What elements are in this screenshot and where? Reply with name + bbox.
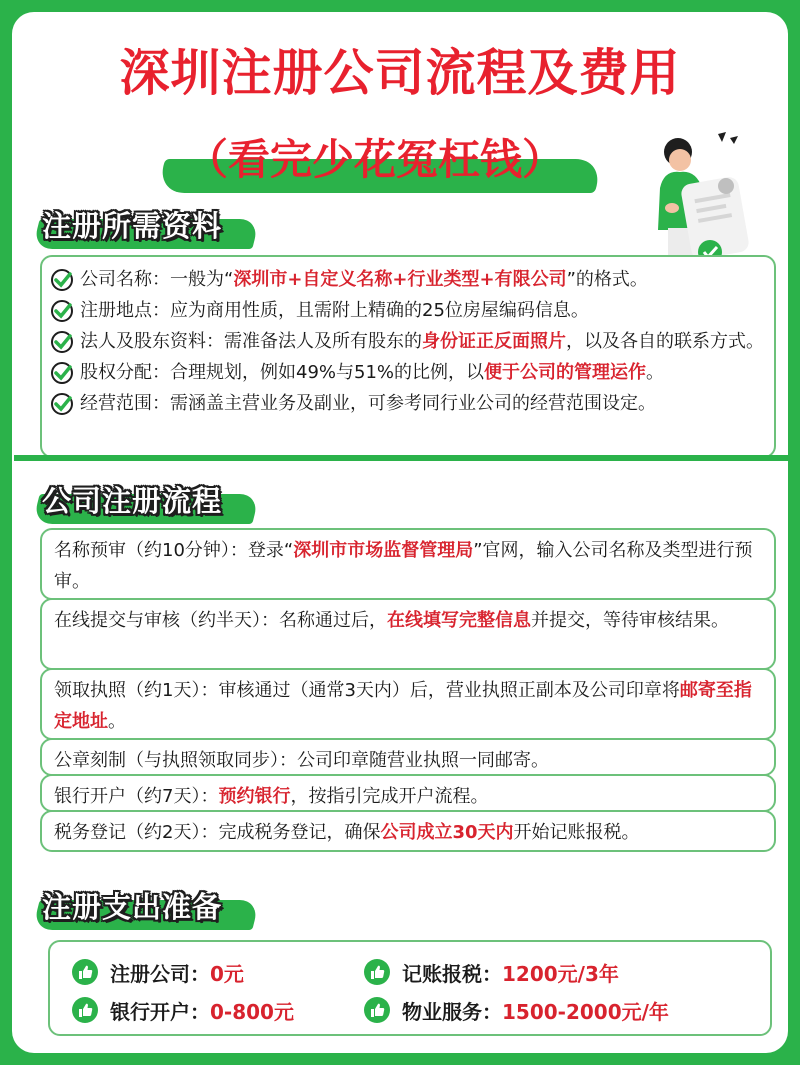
list-item <box>50 388 764 419</box>
item-text: 需准备法人及所有股东的 <box>224 331 422 352</box>
step-text: 。 <box>108 711 126 732</box>
process-step <box>40 598 776 670</box>
item-highlight: 便于公司的管理运作 <box>484 362 647 383</box>
cost-value: 0元 <box>210 961 244 986</box>
step-highlight: 邮寄至指定地址 <box>54 680 752 732</box>
cost-label: 记账报税： <box>402 961 502 986</box>
check-circle-icon <box>50 295 80 326</box>
step-text: ”官网，输入公司名称及类型进行预审。 <box>54 540 753 592</box>
item-label: 公司名称： <box>80 269 170 290</box>
step-label: 名称预审（约10分钟）： <box>54 540 248 561</box>
check-circle-icon <box>50 264 80 295</box>
list-item <box>50 264 764 295</box>
cost-value: 1200元/3年 <box>502 961 619 986</box>
step-label: 在线提交与审核（约半天）： <box>54 610 279 631</box>
step-text: 公司印章随营业执照一同邮寄。 <box>297 750 549 771</box>
requirements-list <box>40 255 776 458</box>
item-label: 经营范围： <box>80 393 170 414</box>
person-with-document-illustration <box>642 130 772 270</box>
check-circle-icon <box>50 326 80 357</box>
cost-value: 0-800元 <box>210 999 294 1024</box>
thumbs-up-icon <box>364 959 390 985</box>
step-text: 名称通过后， <box>279 610 387 631</box>
process-step <box>40 810 776 852</box>
item-label: 注册地点： <box>80 300 170 321</box>
section-heading-requirements <box>40 203 280 251</box>
step-highlight: 预约银行 <box>218 786 291 807</box>
step-text: ，按指引完成开户流程。 <box>290 786 489 807</box>
cost-item <box>364 994 669 1026</box>
process-step <box>40 528 776 600</box>
cost-value: 1500-2000元/年 <box>502 999 669 1024</box>
section-label: 公司注册流程 <box>42 484 223 518</box>
item-text: 合理规划，例如49%与51%的比例，以 <box>170 362 485 383</box>
check-circle-icon <box>50 388 80 419</box>
step-highlight: 深圳市市场监督管理局 <box>293 540 474 561</box>
step-text: 审核通过（通常3天内）后，营业执照正副本及公司印章将 <box>218 680 680 701</box>
list-item <box>50 357 764 388</box>
cost-label: 注册公司： <box>110 961 210 986</box>
check-circle-icon <box>50 357 80 388</box>
step-label: 公章刻制（与执照领取同步）： <box>54 750 297 771</box>
step-label: 银行开户（约7天）： <box>54 786 219 807</box>
process-step <box>40 774 776 812</box>
thumbs-up-icon <box>364 997 390 1023</box>
item-text: 需涵盖主营业务及副业，可参考同行业公司的经营范围设定。 <box>170 393 656 414</box>
section-divider <box>14 455 800 461</box>
poster-card <box>12 12 788 1053</box>
list-item <box>50 295 764 326</box>
cost-label: 银行开户： <box>110 999 210 1024</box>
page-subtitle: （看完少花冤枉钱） <box>185 135 564 184</box>
costs-panel <box>48 940 772 1036</box>
step-text: 完成税务登记，确保 <box>218 822 381 843</box>
process-step <box>40 668 776 740</box>
cost-item <box>364 956 619 988</box>
step-text: 登录“ <box>247 540 294 561</box>
section-label: 注册支出准备 <box>42 890 223 924</box>
page-title: 深圳注册公司流程及费用 <box>119 44 681 102</box>
step-label: 领取执照（约1天）： <box>54 680 219 701</box>
item-label: 法人及股东资料： <box>80 331 224 352</box>
item-highlight: 深圳市+自定义名称+行业类型+有限公司 <box>233 269 567 290</box>
subtitle-banner <box>140 125 610 201</box>
item-text: ，以及各自的联系方式。 <box>566 331 764 352</box>
item-text: 一般为“ <box>170 269 234 290</box>
item-text: 应为商用性质，且需附上精确的25位房屋编码信息。 <box>170 300 589 321</box>
item-label: 股权分配： <box>80 362 170 383</box>
section-heading-process <box>40 478 280 526</box>
item-text: 。 <box>646 362 665 383</box>
thumbs-up-icon <box>72 997 98 1023</box>
cost-item <box>72 994 294 1026</box>
list-item <box>50 326 764 357</box>
item-text: ”的格式。 <box>566 269 648 290</box>
section-label: 注册所需资料 <box>42 209 223 243</box>
item-highlight: 身份证正反面照片 <box>422 331 566 352</box>
thumbs-up-icon <box>72 959 98 985</box>
step-highlight: 公司成立30天内 <box>380 822 514 843</box>
section-heading-costs <box>40 884 280 932</box>
step-text: 并提交，等待审核结果。 <box>531 610 729 631</box>
step-text: 开始记账报税。 <box>513 822 640 843</box>
process-step <box>40 738 776 776</box>
cost-label: 物业服务： <box>402 999 502 1024</box>
cost-item <box>72 956 244 988</box>
step-highlight: 在线填写完整信息 <box>387 610 531 631</box>
step-label: 税务登记（约2天）： <box>54 822 219 843</box>
